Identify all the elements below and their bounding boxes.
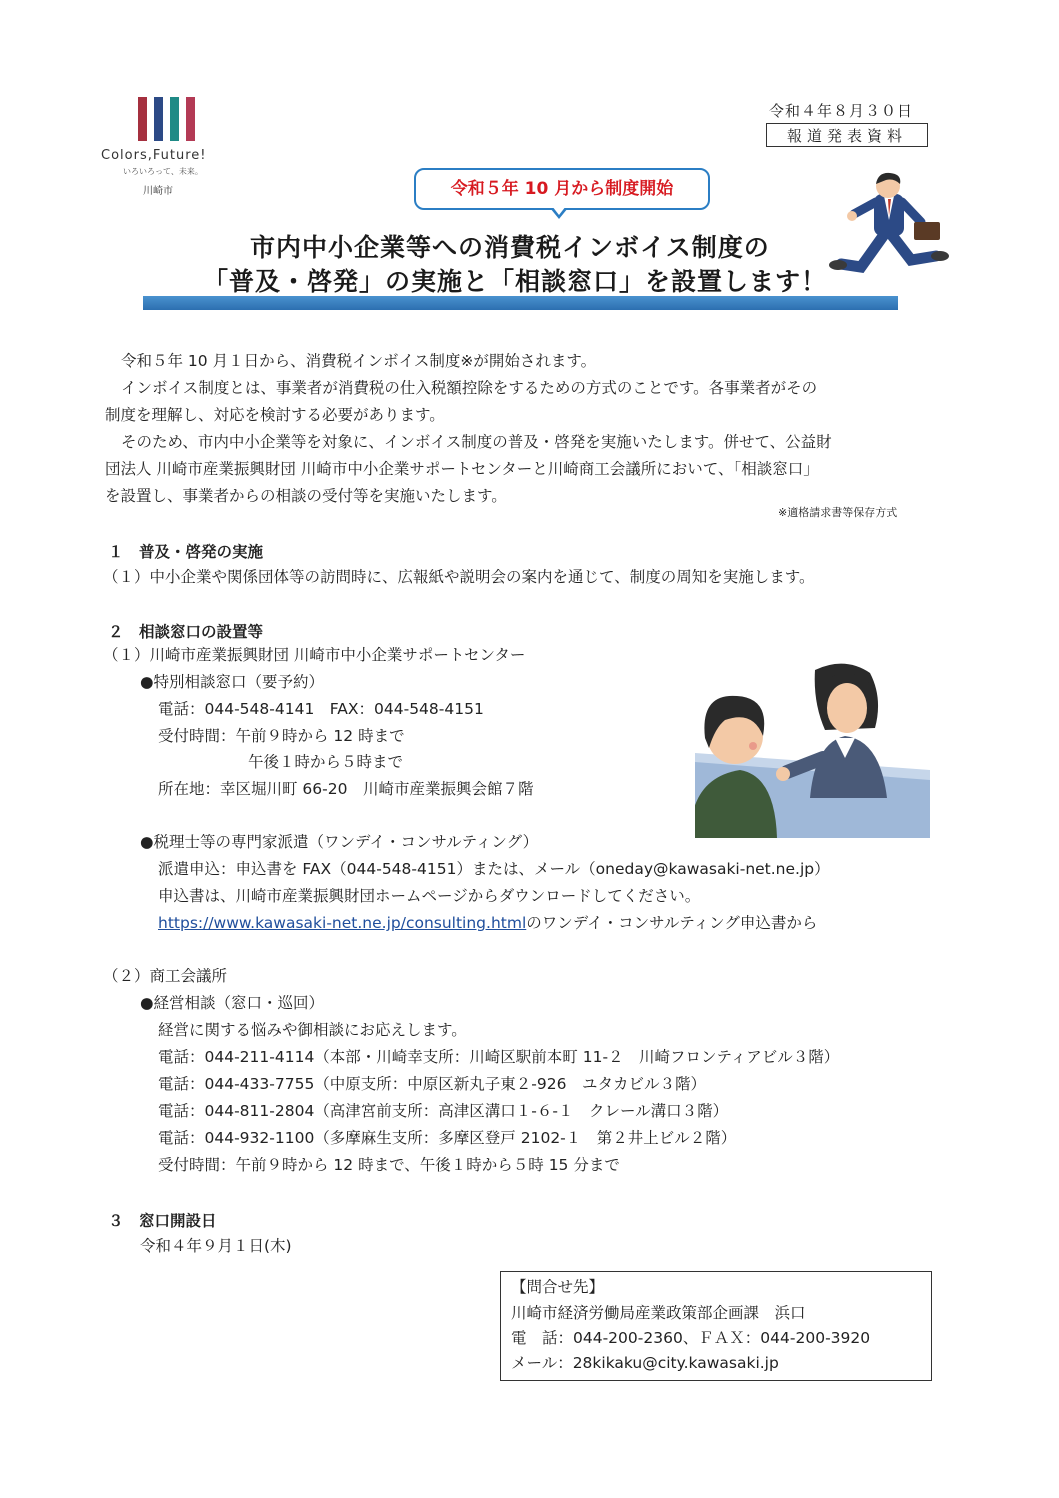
running-businessman-icon — [826, 172, 961, 290]
callout-bubble: 令和５年 10 月から制度開始 — [414, 168, 710, 210]
consulting-url-line — [158, 913, 817, 933]
section-2-sub-2: （２）商工会議所 — [103, 967, 228, 985]
title-line-2: 「普及・啓発」の実施と「相談窓口」を設置します！ — [203, 267, 828, 296]
chamber-phone: 電話：044-932-1100（多摩麻生支所：多摩区登戸 2102-１ 第２井上ビル２階） — [158, 1129, 737, 1147]
intro-note: ※適格請求書等保存方式 — [778, 506, 898, 519]
consultation-illustration-icon — [695, 658, 930, 838]
support-center-hours-pm: 午後１時から５時まで — [248, 753, 404, 771]
intro-paragraph-3c: を設置し、事業者からの相談の受付等を実施いたします。 — [105, 487, 507, 505]
contact-box — [500, 1271, 932, 1381]
special-consult-bullet: ●特別相談窓口（要予約） — [140, 673, 325, 691]
chamber-phone: 電話：044-433-7755（中原支所：中原区新丸子東２-926 ユタカビル３階） — [158, 1075, 706, 1093]
chamber-phone: 電話：044-211-4114（本部・川崎幸支所：川崎区駅前本町 11-２ 川崎フロンティアビル３階） — [158, 1048, 840, 1066]
contact-department: 川崎市経済労働局産業政策部企画課 浜口 — [511, 1304, 806, 1322]
logo-bar — [154, 97, 163, 141]
contact-label: 【問合せ先】 — [511, 1278, 605, 1296]
support-center-hours-am: 受付時間：午前９時から 12 時まで — [158, 727, 405, 745]
logo-tagline: Colors,Future! — [101, 148, 207, 163]
logo-bar — [170, 97, 179, 141]
section-3-heading: ３ 窓口開設日 — [108, 1212, 217, 1230]
expert-dispatch-bullet: ●税理士等の専門家派遣（ワンデイ・コンサルティング） — [140, 833, 539, 851]
callout-tail-inner — [552, 206, 566, 215]
section-2-sub-1: （１）川崎市産業振興財団 川崎市中小企業サポートセンター — [103, 646, 526, 664]
intro-paragraph-3b: 団法人 川崎市産業振興財団 川崎市中小企業サポートセンターと川崎商工会議所において、「相談窓口」 — [105, 460, 819, 478]
support-center-phone: 電話：044-548-4141 FAX：044-548-4151 — [158, 700, 484, 718]
logo-subtitle: いろいろって、未来。 — [123, 167, 203, 176]
intro-paragraph-3a: そのため、市内中小企業等を対象に、インボイス制度の普及・啓発を実施いたします。併せて、公益財 — [121, 433, 832, 451]
chamber-phone: 電話：044-811-2804（高津宮前支所：高津区溝口１-６-１ クレール溝口３階） — [158, 1102, 729, 1120]
intro-paragraph-2b: 制度を理解し、対応を検討する必要があります。 — [105, 406, 445, 424]
logo-city: 川崎市 — [143, 186, 173, 197]
contact-phone: 電 話：044-200-2360、ＦＡＸ：044-200-3920 — [511, 1329, 871, 1347]
title-underline-bar — [143, 296, 898, 310]
dispatch-application: 派遣申込：申込書を FAX（044-548-4151）または、メール（oneday@kawasaki-net.ne.jp） — [158, 860, 830, 878]
logo-bar — [138, 97, 147, 141]
consulting-url-suffix: のワンデイ・コンサルティング申込書から — [526, 914, 818, 932]
section-2-heading: ２ 相談窓口の設置等 — [108, 623, 264, 641]
logo-bar — [186, 97, 195, 141]
business-consult-text: 経営に関する悩みや御相談にお応えします。 — [158, 1021, 467, 1039]
chamber-hours: 受付時間：午前９時から 12 時まで、午後１時から５時 15 分まで — [158, 1156, 620, 1174]
contact-email: メール：28kikaku@city.kawasaki.jp — [511, 1354, 779, 1372]
intro-paragraph-1: 令和５年 10 月１日から、消費税インボイス制度※が開始されます。 — [121, 352, 597, 370]
download-instruction: 申込書は、川崎市産業振興財団ホームページからダウンロードしてください。 — [158, 887, 701, 905]
logo-bars-icon — [138, 97, 198, 141]
opening-date: 令和４年９月１日(木) — [140, 1237, 292, 1255]
section-1-heading: １ 普及・啓発の実施 — [108, 543, 264, 561]
release-date: 令和４年８月３０日 — [769, 102, 914, 120]
title-line-1: 市内中小企業等への消費税インボイス制度の — [250, 233, 770, 262]
release-label: 報道発表資料 — [766, 123, 928, 147]
consulting-url-link[interactable]: https://www.kawasaki-net.ne.jp/consulting.html — [158, 914, 527, 932]
support-center-address: 所在地：幸区堀川町 66-20 川崎市産業振興会館７階 — [158, 780, 534, 798]
intro-paragraph-2a: インボイス制度とは、事業者が消費税の仕入税額控除をするための方式のことです。各事業者がその — [121, 379, 818, 397]
business-consult-bullet: ●経営相談（窓口・巡回） — [140, 994, 325, 1012]
section-1-item: （１）中小企業や関係団体等の訪問時に、広報紙や説明会の案内を通じて、制度の周知を実施します。 — [103, 568, 815, 586]
